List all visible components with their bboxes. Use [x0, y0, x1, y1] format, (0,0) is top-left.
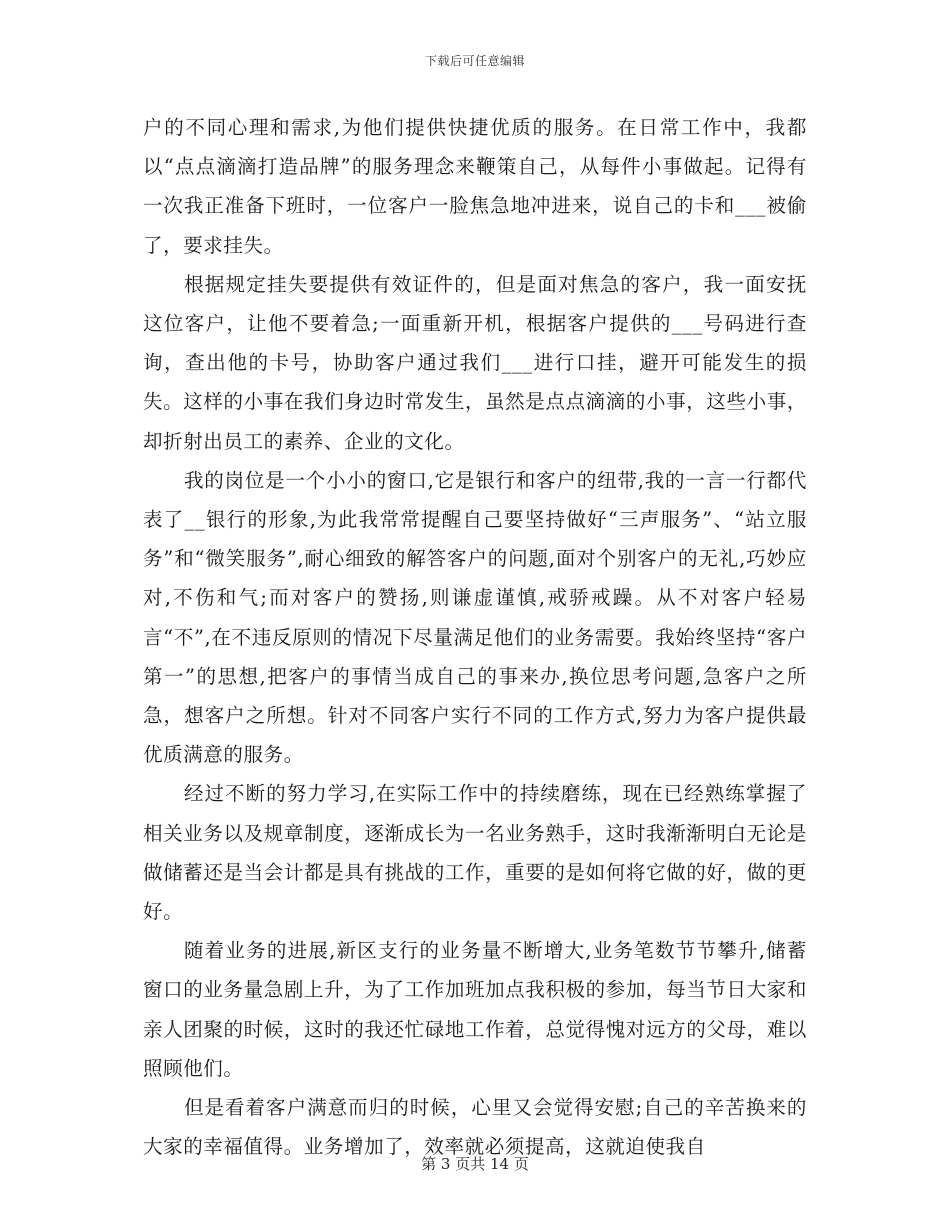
paragraph-satisfaction: 但是看着客户满意而归的时候，心里又会觉得安慰;自己的辛苦换来的大家的幸福值得。业务增加了，效率就必须提高，这就迫使我自	[143, 1096, 807, 1159]
paragraph-continued: 户的不同心理和需求,为他们提供快捷优质的服务。在日常工作中，我都以“点点滴滴打造品牌”的服务理念来鞭策自己，从每件小事做起。记得有一次我正准备下班时，一位客户一脸焦急地冲进来，说自己的卡和___被偷了，要求挂失。	[143, 116, 807, 257]
paragraph-learning: 经过不断的努力学习,在实际工作中的持续磨练，现在已经熟练掌握了相关业务以及规章制度，逐渐成长为一名业务熟手，这时我渐渐明白无论是做储蓄还是当会计都是具有挑战的工作，重要的是如何将它做的好，做的更好。	[143, 782, 807, 924]
paragraph-business-growth: 随着业务的进展,新区支行的业务量不断增大,业务笔数节节攀升,储蓄窗口的业务量急剧上升，为了工作加班加点我积极的参加，每当节日大家和亲人团聚的时候，这时的我还忙碌地工作着，总觉得愧对远方的父母，难以照顾他们。	[143, 939, 807, 1080]
page-number: 第 3 页共 14 页	[421, 1155, 529, 1173]
paragraph-window-service: 我的岗位是一个小小的窗口,它是银行和客户的纽带,我的一言一行都代表了__银行的形象,为此我常常提醒自己要坚持做好“三声服务”、“站立服务”和“微笑服务”,耐心细致的解答客户的问题,面对个别客户的无礼,巧妙应对,不伤和气;而对客户的赞扬,则谦虚谨慎,戒骄戒躁。从不对客户轻易言“不”,在不违反原则的情况下尽量满足他们的业务需要。我始终坚持“客户第一”的思想,把客户的事情当成自己的事来办,换位思考问题,急客户之所急，想客户之所想。针对不同客户实行不同的工作方式,努力为客户提供最优质满意的服务。	[143, 468, 807, 767]
paragraph-lost-card: 根据规定挂失要提供有效证件的，但是面对焦急的客户，我一面安抚这位客户，让他不要着急;一面重新开机，根据客户提供的___号码进行查询，查出他的卡号，协助客户通过我们___进行口挂，避开可能发生的损失。这样的小事在我们身边时常发生，虽然是点点滴滴的小事，这些小事，却折射出员工的素养、企业的文化。	[143, 272, 807, 453]
page-header: 下载后可任意编辑	[424, 54, 525, 68]
document-body	[143, 108, 807, 1166]
